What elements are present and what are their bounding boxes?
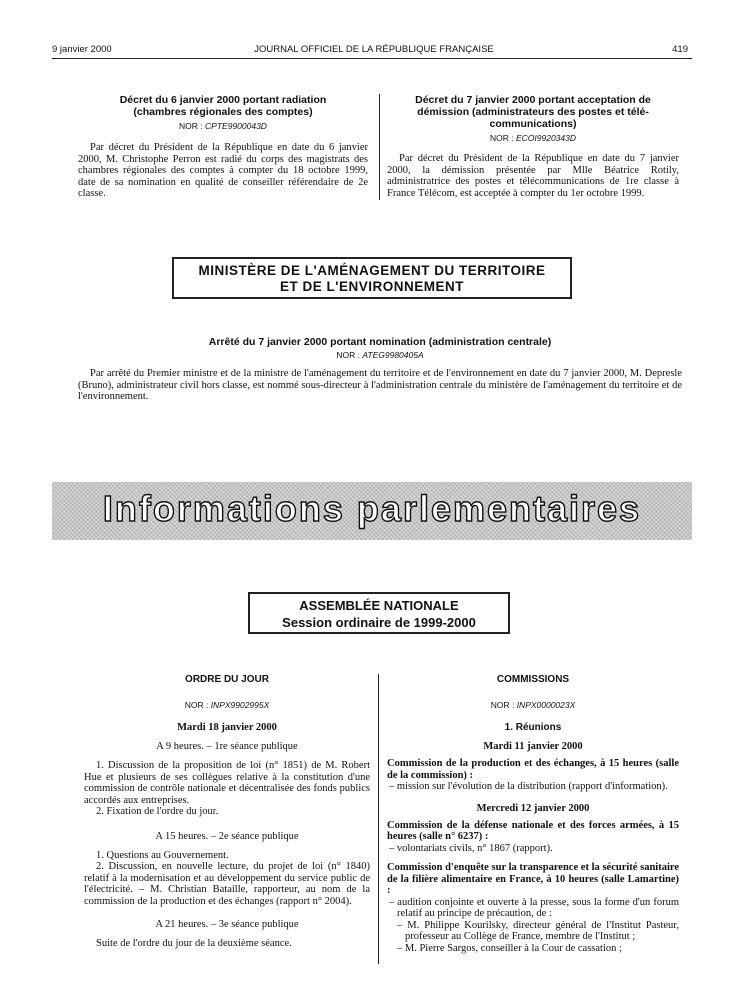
left-decree bbox=[78, 94, 368, 200]
right-decree-text: Par décret du Président de la République en date du 7 janvier 2000, la démission présentée par Mlle Béatrice Rotily, administratrice des postes et télécommunications de 1re classe à France Télécom, est acceptée à compter du 1er octobre 1999. bbox=[387, 153, 679, 199]
ordre-nor: NOR : INPX9902995X bbox=[184, 700, 270, 710]
arrete bbox=[78, 336, 682, 403]
commission-3-sub-1: – M. Philippe Kourilsky, directeur général de l'Institut Pasteur, professeur au Collège de France, membre de l'Institut ; bbox=[397, 919, 679, 942]
arrete-nor: NOR : ATEG9980405A bbox=[336, 350, 424, 360]
ministere-box bbox=[172, 257, 572, 299]
ordre-date: Mardi 18 janvier 2000 bbox=[177, 722, 277, 733]
commissions-date-1: Mardi 11 janvier 2000 bbox=[483, 741, 583, 752]
seance-1-item-1: 1. Discussion de la proposition de loi (n° 1851) de M. Robert Hue et plusieurs de ses collègues relative à la constitution d'une commission de contrôle nationale et décentralisée des fonds publics accordés aux entreprises. bbox=[84, 760, 370, 806]
left-decree-text: Par décret du Président de la République en date du 6 janvier 2000, M. Christophe Perron est radié du corps des magistrats des chambres régionales des comptes à compter du 18 octobre 1999, date de sa nomination en qualité de conseiller référendaire de 2e classe. bbox=[78, 142, 368, 199]
column-divider-bottom bbox=[378, 674, 379, 964]
banner-title: Informations parlementaires bbox=[102, 488, 642, 529]
commissions-date-2: Mercredi 12 janvier 2000 bbox=[476, 802, 590, 814]
left-decree-title-2: (chambres régionales des comptes) bbox=[133, 106, 313, 118]
right-decree-title-2: démission (administrateurs des postes et télé- bbox=[417, 106, 649, 118]
commissions bbox=[387, 674, 679, 954]
seance-1-item-2: 2. Fixation de l'ordre du jour. bbox=[96, 806, 219, 817]
ministere-line-2: ET DE L'ENVIRONNEMENT bbox=[280, 279, 464, 294]
commission-3-item: – audition conjointe et ouverte à la presse, sous la forme d'un forum relatif au principe de précaution, de : bbox=[389, 896, 679, 919]
right-decree-title-1: Décret du 7 janvier 2000 portant acceptation de bbox=[415, 94, 651, 106]
assemblee-line-1: ASSEMBLÉE NATIONALE bbox=[299, 598, 459, 613]
page-number: 419 bbox=[672, 44, 688, 55]
commission-3-title: Commission d'enquête sur la transparence et la sécurité sanitaire de la filière alimentaire en France, à 10 heures (salle Lamartine) : bbox=[387, 862, 679, 896]
header-date: 9 janvier 2000 bbox=[52, 44, 112, 55]
left-decree-title-1: Décret du 6 janvier 2000 portant radiation bbox=[119, 94, 327, 106]
arrete-text: Par arrêté du Premier ministre et de la ministre de l'aménagement du territoire et de l'environnement en date du 7 janvier 2000, M. Depresle (Bruno), administrateur civil hors classe, est nommé sous-directeur à l'administration centrale du ministère de l'aménagement du territoire et de l'environnement. bbox=[78, 368, 682, 402]
commission-2-item: – volontariats civils, n° 1867 (rapport). bbox=[389, 842, 553, 854]
right-decree-nor: NOR : ECOI9920343D bbox=[489, 133, 576, 143]
commission-2-title: Commission de la défense nationale et des forces armées, à 15 heures (salle n° 6237) : bbox=[387, 819, 679, 842]
ordre-heading: ORDRE DU JOUR bbox=[185, 674, 269, 685]
header-rule bbox=[52, 58, 692, 59]
seance-2-time: A 15 heures. – 2e séance publique bbox=[155, 830, 299, 842]
column-divider-top bbox=[379, 94, 380, 200]
seance-2-item-1: 1. Questions au Gouvernement. bbox=[96, 849, 229, 861]
commission-1-item: – mission sur l'évolution de la distribution (rapport d'information). bbox=[389, 781, 668, 792]
informations-banner bbox=[52, 482, 692, 540]
right-decree bbox=[387, 94, 679, 199]
seance-3-time: A 21 heures. – 3e séance publique bbox=[155, 919, 299, 930]
commissions-nor: NOR : INPX0000023X bbox=[490, 700, 576, 710]
commissions-heading: COMMISSIONS bbox=[496, 674, 570, 685]
assemblee-box bbox=[248, 592, 510, 634]
assemblee-line-2: Session ordinaire de 1999-2000 bbox=[282, 615, 476, 630]
seance-2-item-2: 2. Discussion, en nouvelle lecture, du projet de loi (n° 1840) relatif à la modernisation et au développement du service public de l'électricité. – M. Christian Bataille, rapporteur, au nom de la commission de la production et des échanges (rapport n° 2004). bbox=[84, 861, 370, 907]
seance-1-time: A 9 heures. – 1re séance publique bbox=[156, 741, 298, 752]
left-decree-nor: NOR : CPTE9900043D bbox=[179, 121, 267, 131]
journal-title: JOURNAL OFFICIEL DE LA RÉPUBLIQUE FRANÇAISE bbox=[254, 44, 494, 55]
ministere-line-1: MINISTÈRE DE L'AMÉNAGEMENT DU TERRITOIRE bbox=[198, 263, 546, 278]
arrete-title: Arrêté du 7 janvier 2000 portant nomination (administration centrale) bbox=[208, 336, 552, 348]
commission-1-title: Commission de la production et des échanges, à 15 heures (salle de la commission) : bbox=[387, 758, 679, 781]
reunions-heading: 1. Réunions bbox=[504, 722, 562, 733]
ordre-du-jour bbox=[84, 674, 370, 950]
commission-3-sub-2: – M. Pierre Sargos, conseiller à la Cour de cassation ; bbox=[397, 942, 622, 954]
right-decree-title-3: communications) bbox=[489, 118, 577, 130]
seance-3-item-1: Suite de l'ordre du jour de la deuxième séance. bbox=[96, 938, 292, 949]
